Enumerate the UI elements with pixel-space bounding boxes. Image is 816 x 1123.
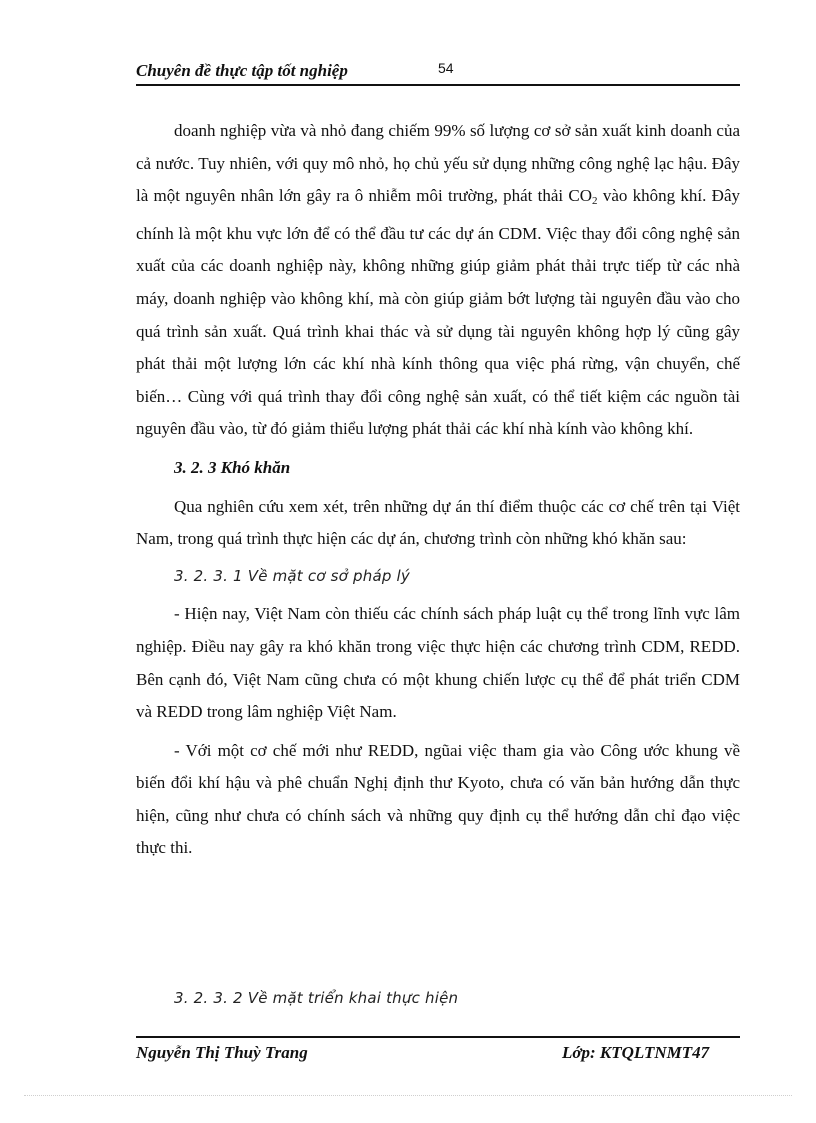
footer-author: Nguyễn Thị Thuỳ Trang	[136, 1043, 308, 1062]
footer-rule	[136, 1036, 740, 1038]
paragraph-2: Qua nghiên cứu xem xét, trên những dự án thí điểm thuộc các cơ chế trên tại Việt Nam, trong quá trình thực hiện các dự án, chương trình còn những khó khăn sau:	[136, 496, 740, 549]
header-rule	[136, 84, 740, 86]
page-number: 54	[438, 60, 454, 76]
co2-subscript: 2	[592, 195, 598, 208]
page-header	[136, 58, 740, 84]
heading-3-2-3-2: 3. 2. 3. 2 Về mặt triển khai thực hiện	[174, 989, 459, 1007]
co2-formula: CO	[568, 186, 593, 206]
footer-class: Lớp: KTQLTNMT47	[562, 1043, 710, 1062]
document-body	[136, 115, 740, 865]
page-break-line	[24, 1095, 792, 1096]
heading-3-2-3: 3. 2. 3 Khó khăn	[174, 457, 291, 477]
paragraph-4: - Với một cơ chế mới như REDD, ngũai việc tham gia vào Công ước khung về biến đổi khí hậu và phê chuẩn Nghị định thư Kyoto, chưa có văn bản hướng dẫn thực hiện, cũng như chưa có chính sách và những quy định cụ thể hướng dẫn chỉ đạo việc thực thi.	[136, 740, 740, 858]
paragraph-3: - Hiện nay, Việt Nam còn thiếu các chính sách pháp luật cụ thể trong lĩnh vực lâm nghiệp. Điều nay gây ra khó khăn trong việc thực hiện các chương trình CDM, REDD. Bên cạnh đó, Việt Nam cũng chưa có một khung chiến lược cụ thể để phát triển CDM và REDD trong lâm nghiệp Việt Nam.	[136, 604, 740, 722]
paragraph-1	[136, 115, 740, 446]
header-title: Chuyên đề thực tập tốt nghiệp	[136, 61, 348, 80]
paragraph-1-text: doanh nghiệp vừa và nhỏ đang chiếm 99% số lượng cơ sở sản xuất kinh doanh của cả nước. Tuy nhiên, với quy mô nhỏ, họ chủ yếu sử dụng những công nghệ lạc hậu. Đây là một nguyên nhân lớn gây ra ô nhiễm môi trường, phát thải	[136, 121, 740, 206]
heading-3-2-3-1: 3. 2. 3. 1 Về mặt cơ sở pháp lý	[174, 566, 410, 585]
paragraph-1-rest: vào không khí. Đây chính là một khu vực lớn để có thể đầu tư các dự án CDM. Việc thay đổi công nghệ sản xuất của các doanh nghiệp này, không những giúp giảm phát thải trực tiếp từ các nhà máy, doanh nghiệp vào không khí, mà còn giúp giảm bớt lượng tài nguyên đầu vào cho quá trình sản xuất. Quá trình khai thác và sử dụng tài nguyên không hợp lý cũng gây phát thải một lượng lớn các khí nhà kính thông qua việc phá rừng, vận chuyển, chế biến… Cùng với quá trình thay đổi công nghệ sản xuất, có thể tiết kiệm các nguồn tài nguyên đầu vào, từ đó giảm thiểu lượng phát thải các khí nhà kính vào không khí.	[136, 186, 740, 439]
